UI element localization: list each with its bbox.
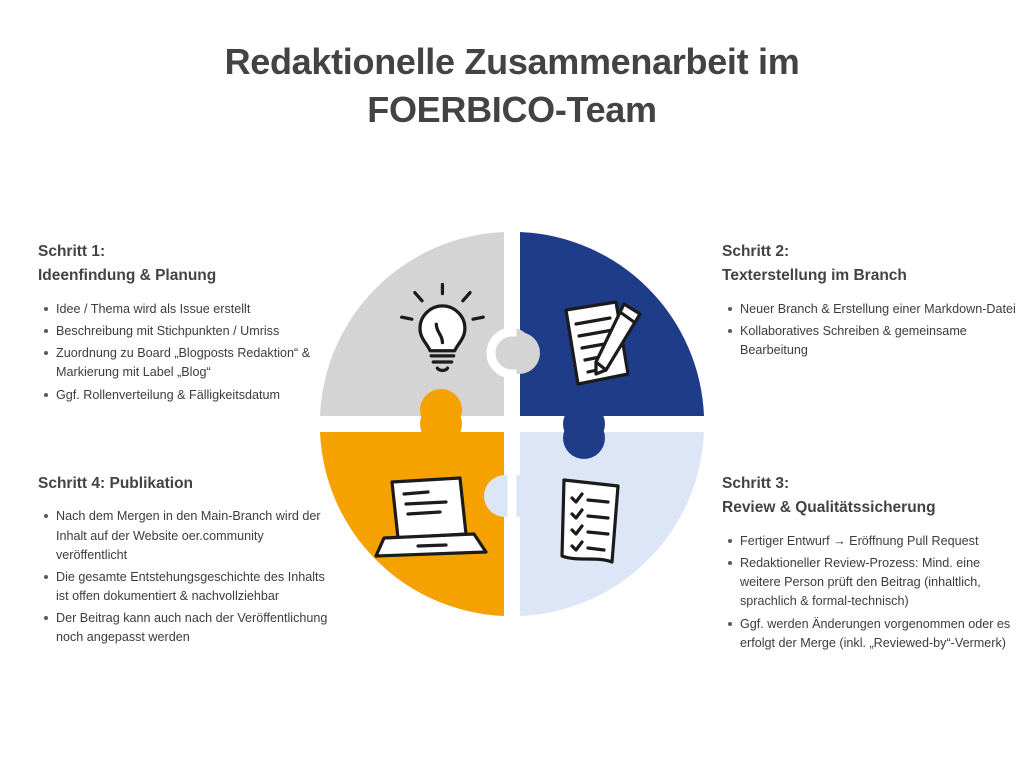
step-3-heading-line-1: Schritt 3: (722, 475, 790, 492)
list-item: Redaktioneller Review-Prozess: Mind. eine weitere Person prüft den Beitrag (inhaltlich, sprachlich & formal-technisch) (740, 554, 1024, 611)
step-2-bullet-list (722, 300, 1022, 360)
list-item: Kollaboratives Schreiben & gemeinsame Bearbeitung (740, 322, 1022, 360)
step-2-heading (722, 240, 1022, 289)
list-item: Zuordnung zu Board „Blogposts Redaktion“ & Markierung mit Label „Blog“ (56, 344, 338, 382)
puzzle-wheel-diagram (316, 228, 708, 620)
list-item: Der Beitrag kann auch nach der Veröffentlichung noch angepasst werden (56, 609, 338, 647)
step-1-text-block (38, 240, 338, 408)
step-2-text-block (722, 240, 1022, 363)
list-item: Idee / Thema wird als Issue erstellt (56, 300, 338, 319)
step-2-heading-line-2: Texterstellung im Branch (722, 267, 907, 285)
step-1-bullet-list (38, 300, 338, 405)
step-1-heading-line-2: Ideenfindung & Planung (38, 267, 217, 285)
list-item: Ggf. werden Änderungen vorgenommen oder es erfolgt der Merge (inkl. „Reviewed-by“-Vermerk) (740, 615, 1024, 653)
document-checklist-icon (562, 480, 618, 562)
list-item: Die gesamte Entstehungsgeschichte des Inhalts ist offen dokumentiert & nachvollziehbar (56, 568, 338, 606)
step-4-bullet-list (38, 507, 338, 647)
list-item: Nach dem Mergen in den Main-Branch wird der Inhalt auf der Website oer.community veröffentlicht (56, 507, 338, 564)
page-title-line-1: Redaktionelle Zusammenarbeit im (224, 41, 800, 82)
list-item: Fertiger Entwurf → Eröffnung Pull Request (740, 532, 1024, 551)
step-1-heading-line-1: Schritt 1: (38, 243, 106, 260)
page-title (0, 38, 1024, 133)
step-4-text-block (38, 472, 338, 650)
page-title-line-2: FOERBICO-Team (367, 88, 657, 130)
step-3-bullet-list (722, 532, 1024, 653)
step-4-heading (38, 472, 338, 496)
step-1-heading (38, 240, 338, 289)
list-item: Neuer Branch & Erstellung einer Markdown-Datei (740, 300, 1022, 319)
step-2-heading-line-1: Schritt 2: (722, 243, 790, 260)
list-item: Beschreibung mit Stichpunkten / Umriss (56, 322, 338, 341)
step-3-heading-line-2: Review & Qualitätssicherung (722, 499, 936, 517)
step-4-heading-line-1: Schritt 4: Publikation (38, 475, 194, 492)
list-item: Ggf. Rollenverteilung & Fälligkeitsdatum (56, 386, 338, 405)
step-3-text-block (722, 472, 1024, 656)
step-3-heading (722, 472, 1024, 521)
